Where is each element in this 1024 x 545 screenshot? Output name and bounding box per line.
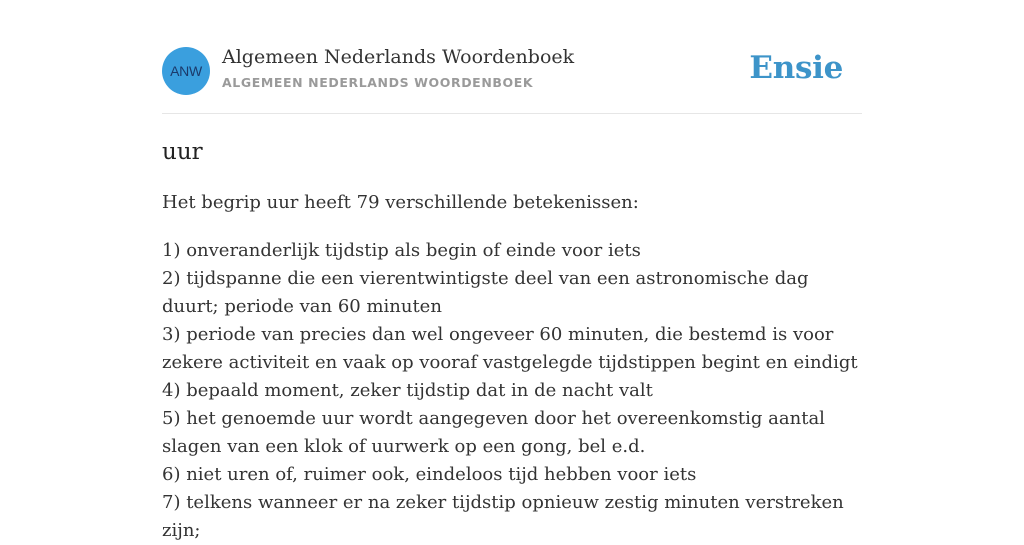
definition-item: 7) telkens wanneer er na zeker tijdstip opnieuw zestig minuten verstreken zijn; [162,492,844,541]
definition-item: 6) niet uren of, ruimer ook, eindeloos tijd hebben voor iets [162,464,697,485]
brand-logo[interactable]: Ensie [749,50,843,86]
source-subtitle: ALGEMEEN NEDERLANDS WOORDENBOEK [222,75,534,90]
definition-item: 1) onveranderlijk tijdstip als begin of einde voor iets [162,240,641,261]
entry-word: uur [162,139,203,165]
entry-intro: Het begrip uur heeft 79 verschillende betekenissen: [162,192,639,213]
logo-text: ANW [170,63,202,79]
definition-item: 4) bepaald moment, zeker tijdstip dat in de nacht valt [162,380,653,401]
header-divider [162,113,862,114]
definition-list [162,237,862,545]
definition-item: 2) tijdspanne die een vierentwintigste deel van een astronomische dag duurt; periode van 60 minuten [162,268,809,317]
definition-item: 3) periode van precies dan wel ongeveer 60 minuten, die bestemd is voor zekere activiteit en vaak op vooraf vastgelegde tijdstippen begint en eindigt [162,324,858,373]
source-logo[interactable] [162,47,210,95]
source-title[interactable]: Algemeen Nederlands Woordenboek [222,46,575,68]
source-header [162,46,862,96]
definition-item: 5) het genoemde uur wordt aangegeven door het overeenkomstig aantal slagen van een klok of uurwerk op een gong, bel e.d. [162,408,825,457]
